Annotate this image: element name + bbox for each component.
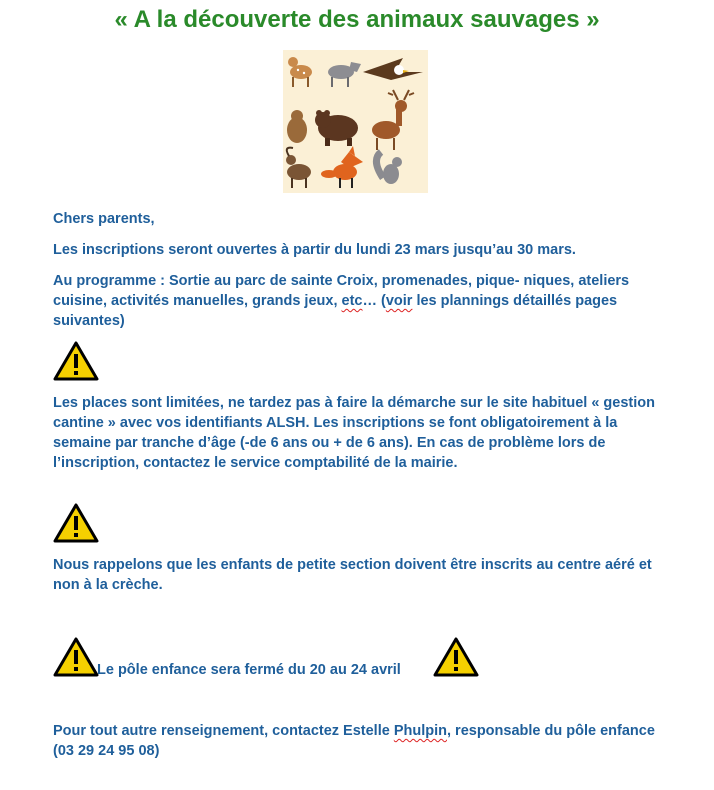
petite-section-paragraph: Nous rappelons que les enfants de petite section doivent être inscrits au centre aéré et non à la crèche.	[53, 557, 652, 593]
inscriptions-paragraph: Les inscriptions seront ouvertes à partir du lundi 23 mars jusqu’au 30 mars.	[53, 242, 576, 258]
warning-triangle-icon	[53, 502, 99, 544]
warning-triangle-icon	[433, 636, 479, 678]
warning-triangle-icon	[53, 340, 99, 382]
places-paragraph: Les places sont limitées, ne tardez pas à faire la démarche sur le site habituel « gestion cantine » avec vos identifiants ALSH. Les inscriptions se font obligatoirement à la semaine par tranche d’âge (-de 6 ans ou + de 6 ans). En cas de problème lors de l’inscription, contactez le service comptabilité de la mairie.	[53, 395, 655, 471]
greeting: Chers parents,	[53, 211, 155, 227]
warning-triangle-icon	[53, 636, 99, 678]
contact-paragraph: Pour tout autre renseignement, contactez Estelle Phulpin, responsable du pôle enfance (03 29 24 95 08)	[53, 723, 655, 759]
programme-paragraph: Au programme : Sortie au parc de sainte Croix, promenades, pique- niques, ateliers cuisine, activités manuelles, grands jeux, etc… (voir les plannings détaillés pages suivantes)	[53, 273, 630, 329]
wild-animals-illustration	[283, 50, 428, 193]
page-title: « A la découverte des animaux sauvages »	[114, 6, 600, 33]
wild-animals-image	[283, 50, 428, 193]
fermeture-paragraph: Le pôle enfance sera fermé du 20 au 24 avril	[97, 662, 401, 678]
